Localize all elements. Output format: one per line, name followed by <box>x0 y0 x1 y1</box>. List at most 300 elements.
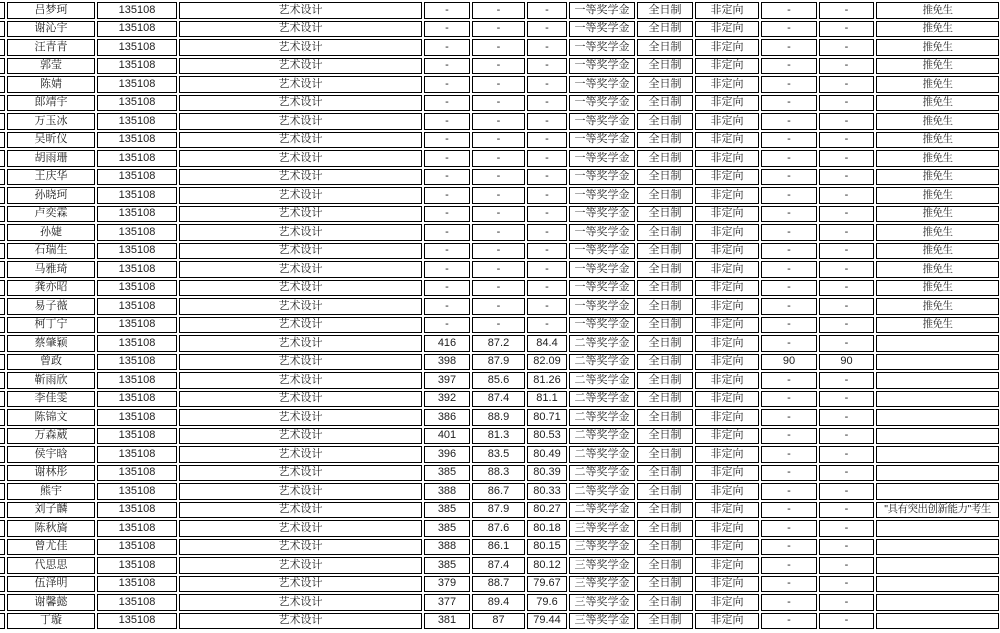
cell-major-name: 艺术设计 <box>179 261 422 278</box>
cell-scholarship: 一等奖学金 <box>569 317 635 334</box>
cell-initial-score: 397 <box>424 372 470 389</box>
cell-name: 马雅琦 <box>7 261 95 278</box>
cell-remark <box>876 354 999 371</box>
cell-initial-score: 377 <box>424 594 470 611</box>
cell-major-code: 135108 <box>97 224 177 241</box>
cell-major-code: 135108 <box>97 557 177 574</box>
cell-name: 石瑞生 <box>7 243 95 260</box>
table-row <box>0 261 999 278</box>
cell-study-mode: 全日制 <box>637 502 693 519</box>
cell-major-name: 艺术设计 <box>179 446 422 463</box>
cell-remark: "具有突出创新能力"考生 <box>876 502 999 519</box>
cell-initial-score: - <box>424 76 470 93</box>
cell-extra-score-1: - <box>761 224 817 241</box>
cell-initial-score: 388 <box>424 483 470 500</box>
cropped-left-column-cell <box>0 76 5 93</box>
cell-extra-score-2: - <box>819 280 874 297</box>
cell-scholarship: 一等奖学金 <box>569 2 635 19</box>
cell-orientation: 非定向 <box>695 206 759 223</box>
cell-retest-score: 88.3 <box>472 465 525 482</box>
cropped-left-column-cell <box>0 391 5 408</box>
cell-name: 易子薇 <box>7 298 95 315</box>
cell-retest-score: 83.5 <box>472 446 525 463</box>
table-row <box>0 39 999 56</box>
cell-major-code: 135108 <box>97 317 177 334</box>
cell-remark <box>876 409 999 426</box>
cell-scholarship: 一等奖学金 <box>569 39 635 56</box>
cell-major-name: 艺术设计 <box>179 95 422 112</box>
cell-initial-score: 401 <box>424 428 470 445</box>
cell-name: 谢沁宇 <box>7 21 95 38</box>
cell-retest-score: 89.4 <box>472 594 525 611</box>
cell-name: 伍泽明 <box>7 576 95 593</box>
cell-retest-score: 88.9 <box>472 409 525 426</box>
cell-study-mode: 全日制 <box>637 298 693 315</box>
cell-name: 熊宇 <box>7 483 95 500</box>
cell-extra-score-1: - <box>761 391 817 408</box>
cell-study-mode: 全日制 <box>637 576 693 593</box>
cell-name: 孙晓珂 <box>7 187 95 204</box>
cell-retest-score: - <box>472 150 525 167</box>
cell-extra-score-2: - <box>819 520 874 537</box>
cell-name: 代思思 <box>7 557 95 574</box>
table-row <box>0 2 999 19</box>
cell-study-mode: 全日制 <box>637 58 693 75</box>
cropped-left-column-cell <box>0 539 5 556</box>
cell-orientation: 非定向 <box>695 21 759 38</box>
cell-study-mode: 全日制 <box>637 132 693 149</box>
table-row <box>0 335 999 352</box>
cell-study-mode: 全日制 <box>637 243 693 260</box>
cell-major-name: 艺术设计 <box>179 39 422 56</box>
cell-orientation: 非定向 <box>695 76 759 93</box>
cell-initial-score: - <box>424 187 470 204</box>
cell-name: 郎靖宇 <box>7 95 95 112</box>
cell-scholarship: 一等奖学金 <box>569 187 635 204</box>
cell-extra-score-1: - <box>761 483 817 500</box>
cell-remark <box>876 576 999 593</box>
cell-orientation: 非定向 <box>695 539 759 556</box>
cell-name: 汪青青 <box>7 39 95 56</box>
cell-retest-score: 87.4 <box>472 391 525 408</box>
cell-retest-score: 85.6 <box>472 372 525 389</box>
cell-name: 吴昕仪 <box>7 132 95 149</box>
cell-retest-score: - <box>472 224 525 241</box>
cell-major-name: 艺术设计 <box>179 243 422 260</box>
cell-name: 陈秋旖 <box>7 520 95 537</box>
cell-major-name: 艺术设计 <box>179 317 422 334</box>
cell-name: 卢奕霖 <box>7 206 95 223</box>
cell-extra-score-1: - <box>761 502 817 519</box>
cell-major-name: 艺术设计 <box>179 132 422 149</box>
cell-orientation: 非定向 <box>695 243 759 260</box>
cell-major-code: 135108 <box>97 243 177 260</box>
cell-initial-score: 385 <box>424 520 470 537</box>
cell-orientation: 非定向 <box>695 58 759 75</box>
cell-study-mode: 全日制 <box>637 280 693 297</box>
cell-major-name: 艺术设计 <box>179 2 422 19</box>
table-row <box>0 391 999 408</box>
cell-extra-score-2: - <box>819 76 874 93</box>
results-table-body <box>0 2 999 629</box>
cell-extra-score-2: - <box>819 483 874 500</box>
cell-extra-score-2: - <box>819 95 874 112</box>
cell-extra-score-2: - <box>819 446 874 463</box>
cell-scholarship: 一等奖学金 <box>569 169 635 186</box>
cell-weighted-score: - <box>527 169 567 186</box>
cell-orientation: 非定向 <box>695 187 759 204</box>
cell-study-mode: 全日制 <box>637 409 693 426</box>
cell-initial-score: - <box>424 2 470 19</box>
cell-orientation: 非定向 <box>695 594 759 611</box>
cell-extra-score-2: - <box>819 409 874 426</box>
cell-initial-score: - <box>424 21 470 38</box>
cell-scholarship: 三等奖学金 <box>569 594 635 611</box>
cell-major-name: 艺术设计 <box>179 613 422 630</box>
cell-study-mode: 全日制 <box>637 95 693 112</box>
cell-study-mode: 全日制 <box>637 354 693 371</box>
cell-orientation: 非定向 <box>695 169 759 186</box>
table-row <box>0 613 999 630</box>
cell-orientation: 非定向 <box>695 280 759 297</box>
cell-study-mode: 全日制 <box>637 76 693 93</box>
cell-scholarship: 二等奖学金 <box>569 446 635 463</box>
cell-extra-score-2: - <box>819 169 874 186</box>
cropped-left-column-cell <box>0 594 5 611</box>
cell-major-code: 135108 <box>97 465 177 482</box>
cell-initial-score: 416 <box>424 335 470 352</box>
table-row <box>0 132 999 149</box>
cell-retest-score: - <box>472 169 525 186</box>
cell-extra-score-1: - <box>761 280 817 297</box>
table-row <box>0 483 999 500</box>
cell-extra-score-1: - <box>761 206 817 223</box>
cell-study-mode: 全日制 <box>637 150 693 167</box>
cell-extra-score-1: - <box>761 76 817 93</box>
cell-remark: 推免生 <box>876 76 999 93</box>
cell-extra-score-2: - <box>819 58 874 75</box>
cell-retest-score: - <box>472 261 525 278</box>
cell-remark <box>876 557 999 574</box>
cell-remark <box>876 594 999 611</box>
cell-scholarship: 一等奖学金 <box>569 21 635 38</box>
table-row <box>0 206 999 223</box>
cell-weighted-score: - <box>527 132 567 149</box>
cell-initial-score: 396 <box>424 446 470 463</box>
cell-major-code: 135108 <box>97 113 177 130</box>
cell-weighted-score: 80.33 <box>527 483 567 500</box>
cell-major-name: 艺术设计 <box>179 594 422 611</box>
cell-weighted-score: 81.26 <box>527 372 567 389</box>
cell-extra-score-2: - <box>819 150 874 167</box>
cell-major-code: 135108 <box>97 594 177 611</box>
cell-remark: 推免生 <box>876 187 999 204</box>
cell-scholarship: 一等奖学金 <box>569 243 635 260</box>
cell-extra-score-2: - <box>819 557 874 574</box>
cell-remark: 推免生 <box>876 317 999 334</box>
cell-retest-score: - <box>472 95 525 112</box>
cell-initial-score: - <box>424 243 470 260</box>
cell-initial-score: 385 <box>424 465 470 482</box>
cell-major-code: 135108 <box>97 95 177 112</box>
cell-study-mode: 全日制 <box>637 613 693 630</box>
cell-initial-score: 388 <box>424 539 470 556</box>
table-row <box>0 354 999 371</box>
cell-initial-score: 392 <box>424 391 470 408</box>
cell-extra-score-2: - <box>819 428 874 445</box>
cell-scholarship: 一等奖学金 <box>569 95 635 112</box>
cropped-left-column-cell <box>0 465 5 482</box>
cell-extra-score-1: 90 <box>761 354 817 371</box>
cell-orientation: 非定向 <box>695 391 759 408</box>
cell-extra-score-1: - <box>761 169 817 186</box>
cell-weighted-score: 80.49 <box>527 446 567 463</box>
cell-major-code: 135108 <box>97 391 177 408</box>
cell-name: 孙婕 <box>7 224 95 241</box>
cropped-left-column-cell <box>0 150 5 167</box>
cropped-left-column-cell <box>0 2 5 19</box>
cell-remark: 推免生 <box>876 21 999 38</box>
cell-weighted-score: - <box>527 280 567 297</box>
cell-remark <box>876 613 999 630</box>
cell-extra-score-1: - <box>761 613 817 630</box>
cell-retest-score: - <box>472 280 525 297</box>
cell-initial-score: 398 <box>424 354 470 371</box>
cell-weighted-score: 80.71 <box>527 409 567 426</box>
cell-remark: 推免生 <box>876 169 999 186</box>
cell-remark <box>876 539 999 556</box>
cell-orientation: 非定向 <box>695 261 759 278</box>
cell-orientation: 非定向 <box>695 520 759 537</box>
cell-initial-score: - <box>424 113 470 130</box>
cell-weighted-score: 80.18 <box>527 520 567 537</box>
cell-major-code: 135108 <box>97 150 177 167</box>
cell-remark <box>876 446 999 463</box>
cell-orientation: 非定向 <box>695 354 759 371</box>
cell-name: 蔡肇颖 <box>7 335 95 352</box>
cell-orientation: 非定向 <box>695 465 759 482</box>
cell-remark: 推免生 <box>876 206 999 223</box>
cell-extra-score-1: - <box>761 409 817 426</box>
cell-study-mode: 全日制 <box>637 169 693 186</box>
cell-retest-score: - <box>472 187 525 204</box>
cell-extra-score-2: - <box>819 391 874 408</box>
table-row <box>0 169 999 186</box>
cell-extra-score-1: - <box>761 39 817 56</box>
cell-name: 吕梦珂 <box>7 2 95 19</box>
cropped-left-column-cell <box>0 520 5 537</box>
cell-remark: 推免生 <box>876 224 999 241</box>
cropped-left-column-cell <box>0 409 5 426</box>
cell-major-name: 艺术设计 <box>179 76 422 93</box>
cell-retest-score: - <box>472 76 525 93</box>
table-row <box>0 594 999 611</box>
cell-name: 李佳雯 <box>7 391 95 408</box>
cell-extra-score-2: - <box>819 576 874 593</box>
cell-study-mode: 全日制 <box>637 335 693 352</box>
cell-extra-score-2: - <box>819 594 874 611</box>
cell-retest-score: 87 <box>472 613 525 630</box>
cell-orientation: 非定向 <box>695 113 759 130</box>
cropped-left-column-cell <box>0 446 5 463</box>
cell-major-code: 135108 <box>97 2 177 19</box>
cropped-left-column-cell <box>0 317 5 334</box>
cropped-left-column-cell <box>0 502 5 519</box>
cell-orientation: 非定向 <box>695 95 759 112</box>
cell-extra-score-2: - <box>819 206 874 223</box>
cell-scholarship: 二等奖学金 <box>569 354 635 371</box>
cell-study-mode: 全日制 <box>637 483 693 500</box>
cell-study-mode: 全日制 <box>637 261 693 278</box>
cell-study-mode: 全日制 <box>637 317 693 334</box>
cell-study-mode: 全日制 <box>637 465 693 482</box>
cell-remark: 推免生 <box>876 2 999 19</box>
cell-name: 万玉冰 <box>7 113 95 130</box>
cell-remark: 推免生 <box>876 113 999 130</box>
cell-scholarship: 一等奖学金 <box>569 224 635 241</box>
cell-retest-score: 87.6 <box>472 520 525 537</box>
cell-name: 靳雨欣 <box>7 372 95 389</box>
cell-scholarship: 二等奖学金 <box>569 428 635 445</box>
cell-orientation: 非定向 <box>695 150 759 167</box>
cell-retest-score: - <box>472 113 525 130</box>
cell-retest-score: - <box>472 132 525 149</box>
cropped-left-column-cell <box>0 39 5 56</box>
table-row <box>0 520 999 537</box>
cell-extra-score-1: - <box>761 539 817 556</box>
cell-study-mode: 全日制 <box>637 224 693 241</box>
cell-major-code: 135108 <box>97 409 177 426</box>
cell-study-mode: 全日制 <box>637 39 693 56</box>
cell-extra-score-2: - <box>819 113 874 130</box>
cell-initial-score: - <box>424 317 470 334</box>
table-row <box>0 280 999 297</box>
cell-retest-score: 81.3 <box>472 428 525 445</box>
cell-major-name: 艺术设计 <box>179 280 422 297</box>
table-row <box>0 317 999 334</box>
cell-major-code: 135108 <box>97 58 177 75</box>
cropped-left-column-cell <box>0 113 5 130</box>
cell-extra-score-2: - <box>819 224 874 241</box>
cropped-left-column-cell <box>0 428 5 445</box>
cell-orientation: 非定向 <box>695 409 759 426</box>
cell-major-code: 135108 <box>97 483 177 500</box>
cell-extra-score-2: - <box>819 21 874 38</box>
cell-name: 龚亦昭 <box>7 280 95 297</box>
cell-major-code: 135108 <box>97 261 177 278</box>
cell-weighted-score: - <box>527 187 567 204</box>
cell-major-name: 艺术设计 <box>179 483 422 500</box>
cell-study-mode: 全日制 <box>637 206 693 223</box>
cell-study-mode: 全日制 <box>637 113 693 130</box>
cropped-left-column-cell <box>0 372 5 389</box>
cell-orientation: 非定向 <box>695 428 759 445</box>
cell-extra-score-2: - <box>819 298 874 315</box>
cell-weighted-score: - <box>527 261 567 278</box>
table-row <box>0 446 999 463</box>
cell-orientation: 非定向 <box>695 576 759 593</box>
cell-retest-score: 86.1 <box>472 539 525 556</box>
cell-extra-score-2: - <box>819 465 874 482</box>
cell-extra-score-1: - <box>761 594 817 611</box>
cropped-left-column-cell <box>0 187 5 204</box>
cell-name: 胡雨珊 <box>7 150 95 167</box>
table-row <box>0 428 999 445</box>
cell-extra-score-1: - <box>761 520 817 537</box>
cell-major-name: 艺术设计 <box>179 465 422 482</box>
cell-scholarship: 一等奖学金 <box>569 261 635 278</box>
cell-retest-score: - <box>472 21 525 38</box>
cell-extra-score-1: - <box>761 428 817 445</box>
cell-scholarship: 一等奖学金 <box>569 113 635 130</box>
cell-weighted-score: 80.27 <box>527 502 567 519</box>
cell-orientation: 非定向 <box>695 2 759 19</box>
cropped-left-column-cell <box>0 243 5 260</box>
cropped-left-column-cell <box>0 95 5 112</box>
cell-major-name: 艺术设计 <box>179 150 422 167</box>
cell-extra-score-1: - <box>761 261 817 278</box>
cell-name: 丁璇 <box>7 613 95 630</box>
cell-orientation: 非定向 <box>695 132 759 149</box>
cell-major-code: 135108 <box>97 354 177 371</box>
cell-scholarship: 二等奖学金 <box>569 372 635 389</box>
cell-initial-score: - <box>424 206 470 223</box>
cell-initial-score: - <box>424 150 470 167</box>
cell-major-name: 艺术设计 <box>179 187 422 204</box>
cell-name: 曾尤佳 <box>7 539 95 556</box>
cell-major-code: 135108 <box>97 539 177 556</box>
cell-study-mode: 全日制 <box>637 428 693 445</box>
cell-major-name: 艺术设计 <box>179 21 422 38</box>
cell-orientation: 非定向 <box>695 446 759 463</box>
cell-extra-score-1: - <box>761 243 817 260</box>
table-row <box>0 224 999 241</box>
cell-major-name: 艺术设计 <box>179 557 422 574</box>
cell-initial-score: - <box>424 95 470 112</box>
cell-weighted-score: - <box>527 243 567 260</box>
cell-remark <box>876 520 999 537</box>
cropped-left-column-cell <box>0 206 5 223</box>
cell-initial-score: - <box>424 224 470 241</box>
cell-retest-score: - <box>472 298 525 315</box>
cell-weighted-score: 79.6 <box>527 594 567 611</box>
cell-initial-score: 386 <box>424 409 470 426</box>
cell-extra-score-1: - <box>761 576 817 593</box>
cell-retest-score: - <box>472 317 525 334</box>
cell-weighted-score: - <box>527 298 567 315</box>
cell-major-name: 艺术设计 <box>179 372 422 389</box>
table-row <box>0 576 999 593</box>
cell-retest-score: 86.7 <box>472 483 525 500</box>
cell-major-code: 135108 <box>97 39 177 56</box>
cell-major-code: 135108 <box>97 335 177 352</box>
cell-remark: 推免生 <box>876 261 999 278</box>
cell-extra-score-1: - <box>761 298 817 315</box>
cell-weighted-score: 82.09 <box>527 354 567 371</box>
cell-scholarship: 三等奖学金 <box>569 520 635 537</box>
cell-initial-score: - <box>424 39 470 56</box>
table-row <box>0 465 999 482</box>
cell-weighted-score: - <box>527 76 567 93</box>
cell-initial-score: 385 <box>424 502 470 519</box>
cell-major-name: 艺术设计 <box>179 224 422 241</box>
cell-extra-score-2: 90 <box>819 354 874 371</box>
cell-study-mode: 全日制 <box>637 446 693 463</box>
cell-initial-score: 379 <box>424 576 470 593</box>
cell-retest-score: - <box>472 39 525 56</box>
cell-retest-score: - <box>472 243 525 260</box>
table-row <box>0 76 999 93</box>
